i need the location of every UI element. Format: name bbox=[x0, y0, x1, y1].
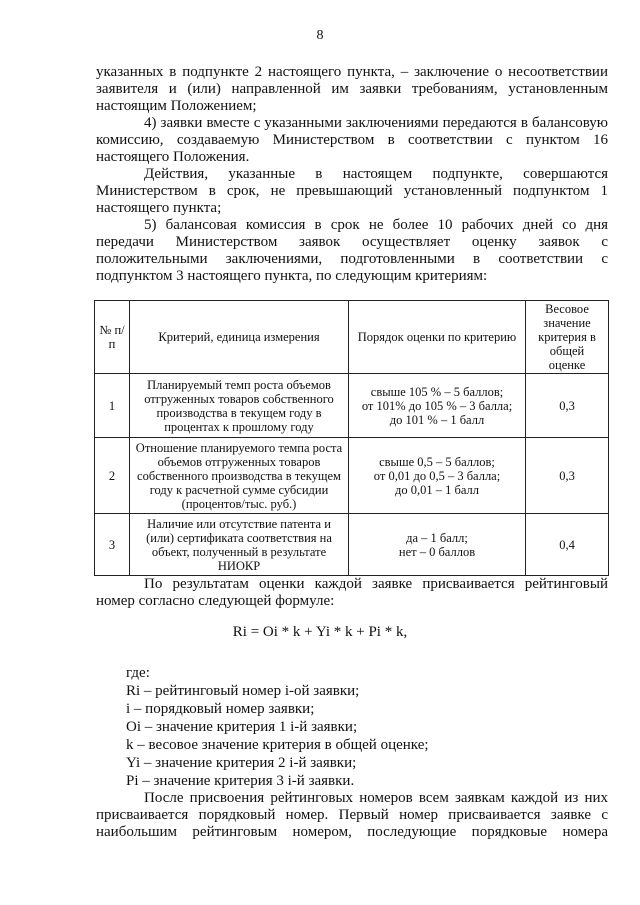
row-number: 2 bbox=[95, 438, 130, 514]
definition-item: k – весовое значение критерия в общей оценке; bbox=[126, 737, 429, 753]
final-block bbox=[96, 790, 608, 841]
paragraph-rating-intro: По результатам оценки каждой заявке присваивается рейтинговый номер согласно следующей формуле: bbox=[96, 576, 608, 609]
row-criterion: Планируемый темп роста объемов отгруженных товаров собственного производства в текущем году в процентах к прошлому году bbox=[130, 374, 349, 438]
paragraph-actions: Действия, указанные в настоящем подпункте, совершаются Министерством в срок, не превышающий установленный подпунктом 1 настоящего пункта; bbox=[96, 166, 608, 216]
paragraph-continuation: указанных в подпункте 2 настоящего пункта, – заключение о несоответствии заявителя и (или) направленной им заявки требованиям, установленным настоящим Положением; bbox=[96, 64, 608, 114]
scoring-line: до 0,01 – 1 балл bbox=[395, 482, 479, 497]
row-scoring bbox=[349, 374, 526, 438]
paragraph-item-4: 4) заявки вместе с указанными заключениями передаются в балансовую комиссию, создаваемую Министерством в соответствии с пунктом 16 настоящего Положения. bbox=[96, 115, 608, 165]
header-scoring: Порядок оценки по критерию bbox=[349, 301, 526, 374]
definition-item: Pi – значение критерия 3 i-й заявки. bbox=[126, 773, 355, 789]
row-number: 3 bbox=[95, 514, 130, 576]
row-number: 1 bbox=[95, 374, 130, 438]
table-header-row bbox=[95, 301, 609, 374]
row-weight: 0,4 bbox=[526, 514, 609, 576]
row-weight: 0,3 bbox=[526, 374, 609, 438]
scoring-line: нет – 0 баллов bbox=[398, 544, 476, 559]
table-row bbox=[95, 514, 609, 576]
criteria-table bbox=[94, 300, 609, 576]
scoring-line: от 0,01 до 0,5 – 3 балла; bbox=[373, 468, 501, 483]
paragraph-final: После присвоения рейтинговых номеров всем заявкам каждой из них присваивается порядковый номер. Первый номер присваивается заявке с наибольшим рейтинговым номером, последующие порядковые номера bbox=[96, 790, 608, 840]
definition-item: Yi – значение критерия 2 i-й заявки; bbox=[126, 755, 357, 771]
row-scoring bbox=[349, 438, 526, 514]
paragraph-item-5: 5) балансовая комиссия в срок не более 10 рабочих дней со дня передачи Министерством заявок осуществляет оценку заявок с положительными заключениями, подготовленными в соответствии с подпунктом 3 настоящего пункта, по следующим критериям: bbox=[96, 217, 608, 284]
scoring-line: да – 1 балл; bbox=[406, 530, 468, 545]
scoring-line: до 101 % – 1 балл bbox=[389, 412, 485, 427]
row-weight: 0,3 bbox=[526, 438, 609, 514]
table-row bbox=[95, 438, 609, 514]
after-table-block bbox=[96, 576, 608, 610]
header-criterion: Критерий, единица измерения bbox=[130, 301, 349, 374]
table-row bbox=[95, 374, 609, 438]
definition-item: Ri – рейтинговый номер i-ой заявки; bbox=[126, 683, 360, 699]
row-criterion: Наличие или отсутствие патента и (или) сертификата соответствия на объект, полученный в результате НИОКР bbox=[130, 514, 349, 576]
scoring-line: свыше 0,5 – 5 баллов; bbox=[379, 454, 495, 469]
top-text-block bbox=[96, 64, 608, 285]
rating-formula: Ri = Oi * k + Yi * k + Pi * k, bbox=[232, 624, 408, 640]
scoring-line: свыше 105 % – 5 баллов; bbox=[370, 384, 504, 399]
formula-definitions bbox=[126, 664, 429, 790]
definition-item: Oi – значение критерия 1 i-й заявки; bbox=[126, 719, 358, 735]
where-label: где: bbox=[126, 665, 150, 681]
page-number: 8 bbox=[316, 28, 324, 43]
header-number: № п/п bbox=[95, 301, 130, 374]
row-scoring bbox=[349, 514, 526, 576]
header-weight: Весовое значение критерия в общей оценке bbox=[526, 301, 609, 374]
definition-item: i – порядковый номер заявки; bbox=[126, 701, 315, 717]
row-criterion: Отношение планируемого темпа роста объемов отгруженных товаров собственного производства в текущем году к расчетной сумме субсидии (процентов/тыс. руб.) bbox=[130, 438, 349, 514]
scoring-line: от 101% до 105 % – 3 балла; bbox=[361, 398, 513, 413]
